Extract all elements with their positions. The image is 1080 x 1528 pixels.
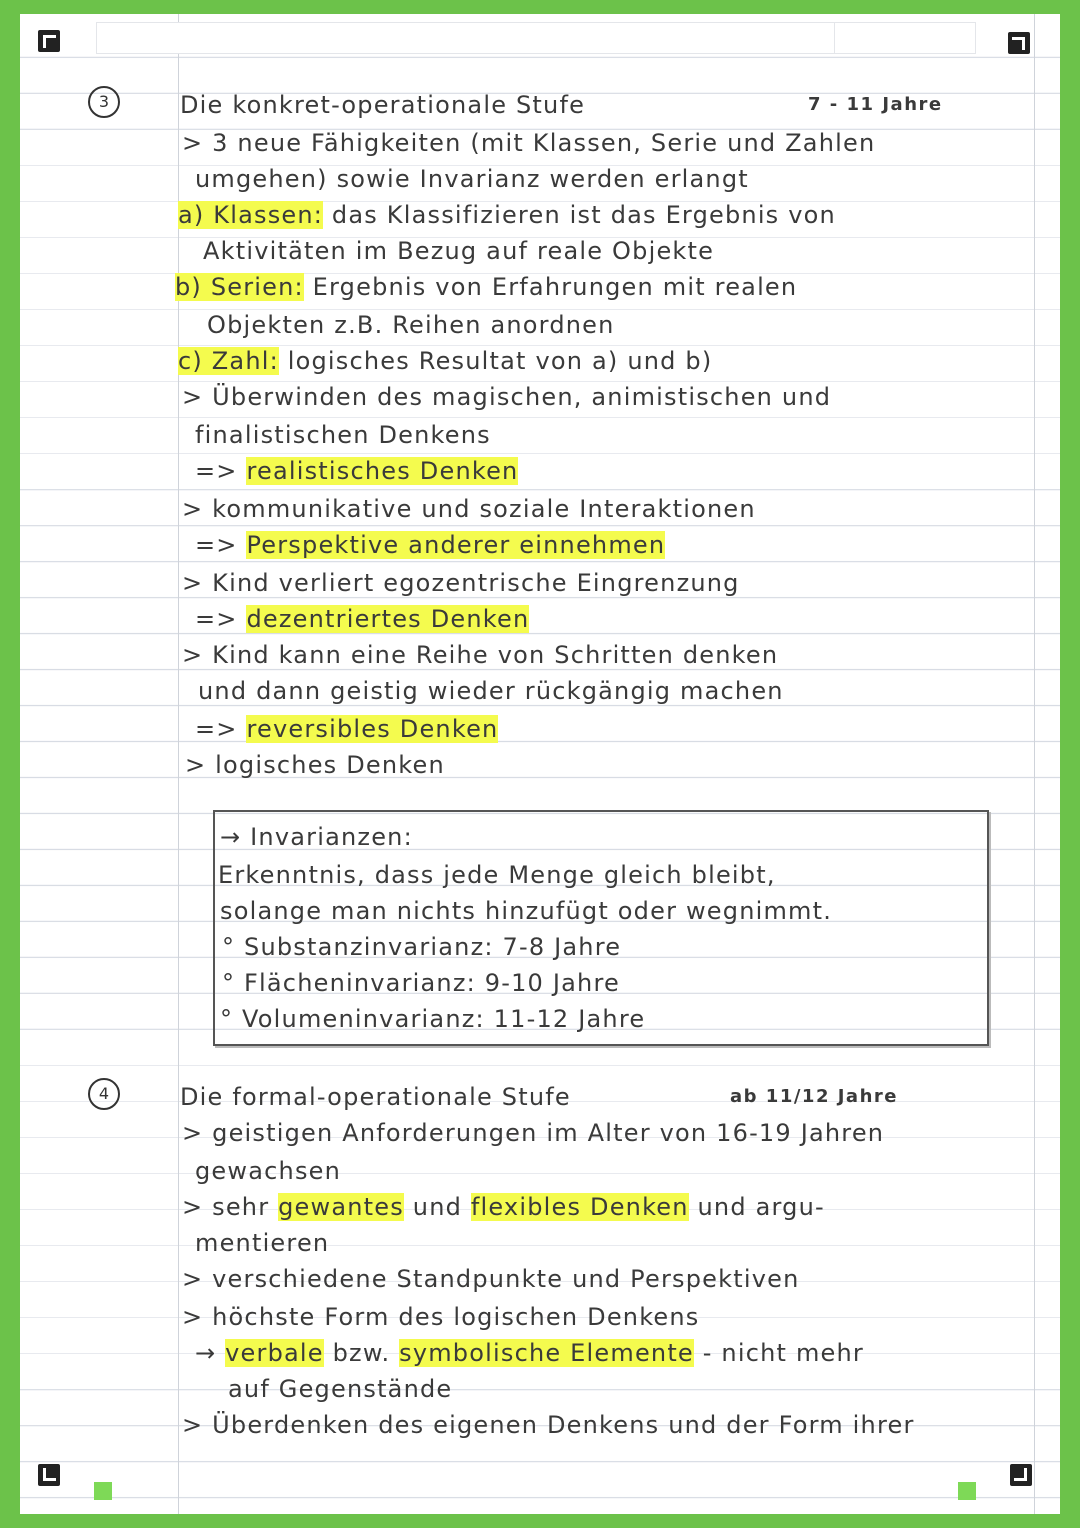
header-box <box>96 22 836 54</box>
section-number-3: 3 <box>88 86 120 118</box>
section-number-4: 4 <box>88 1078 120 1110</box>
note-line-flex: > sehr gewantes und flexibles Denken und argu- <box>182 1193 825 1221</box>
note-line: > logisches Denken <box>185 751 445 779</box>
invarianz-item: ° Flächeninvarianz: 9-10 Jahre <box>222 969 620 997</box>
note-line-result: => dezentriertes Denken <box>195 605 530 633</box>
note-line: > kommunikative und soziale Interaktionen <box>182 495 756 523</box>
header-box-right <box>834 22 976 54</box>
highlight: verbale <box>225 1339 324 1367</box>
section4-age: ab 11/12 Jahre <box>730 1086 898 1107</box>
corner-marker-top-right <box>1008 32 1030 54</box>
invarianz-text: solange man nichts hinzufügt oder wegnimmt. <box>220 897 833 925</box>
invarianz-item: ° Substanzinvarianz: 7-8 Jahre <box>222 933 622 961</box>
note-line: umgehen) sowie Invarianz werden erlangt <box>195 165 749 193</box>
margin-line-left <box>178 14 179 1514</box>
note-line: > verschiedene Standpunkte und Perspektiven <box>182 1265 800 1293</box>
highlight: symbolische Elemente <box>399 1339 694 1367</box>
note-line: finalistischen Denkens <box>195 421 491 449</box>
highlight: b) Serien: <box>175 273 304 301</box>
notebook-page <box>20 14 1060 1514</box>
corner-marker-top-left <box>38 30 60 52</box>
margin-line-right <box>1034 14 1035 1514</box>
highlight: Perspektive anderer einnehmen <box>246 531 666 559</box>
highlight: gewantes <box>278 1193 404 1221</box>
corner-marker-bottom-right <box>1010 1464 1032 1486</box>
section3-title: Die konkret-operationale Stufe <box>180 91 586 119</box>
highlight: dezentriertes Denken <box>246 605 530 633</box>
note-line: > Kind kann eine Reihe von Schritten denken <box>182 641 779 669</box>
note-line-result: => reversibles Denken <box>195 715 499 743</box>
note-line: > geistigen Anforderungen im Alter von 16-19 Jahren <box>182 1119 885 1147</box>
note-line-c: c) Zahl: logisches Resultat von a) und b) <box>178 347 713 375</box>
note-line: > 3 neue Fähigkeiten (mit Klassen, Serie und Zahlen <box>182 129 876 157</box>
note-line-a: a) Klassen: das Klassifizieren ist das Ergebnis von <box>178 201 836 229</box>
section3-age: 7 - 11 Jahre <box>808 94 943 115</box>
note-line: > Überdenken des eigenen Denkens und der Form ihrer <box>182 1411 915 1439</box>
highlight: reversibles Denken <box>246 715 499 743</box>
highlight: flexibles Denken <box>470 1193 689 1221</box>
note-line: Aktivitäten im Bezug auf reale Objekte <box>203 237 715 265</box>
note-line: und dann geistig wieder rückgängig machen <box>198 677 784 705</box>
note-line: auf Gegenstände <box>228 1375 453 1403</box>
note-line: Objekten z.B. Reihen anordnen <box>207 311 615 339</box>
corner-marker-bottom-left <box>38 1464 60 1486</box>
note-line-b: b) Serien: Ergebnis von Erfahrungen mit realen <box>175 273 798 301</box>
invarianz-item: ° Volumeninvarianz: 11-12 Jahre <box>220 1005 646 1033</box>
section4-title: Die formal-operationale Stufe <box>180 1083 571 1111</box>
note-line: > Kind verliert egozentrische Eingrenzung <box>182 569 740 597</box>
green-marker-right <box>958 1482 976 1500</box>
note-line: mentieren <box>195 1229 330 1257</box>
invarianz-text: Erkenntnis, dass jede Menge gleich bleibt, <box>218 861 776 889</box>
invarianz-title: → Invarianzen: <box>220 823 413 851</box>
note-line-result: => realistisches Denken <box>195 457 519 485</box>
note-line-symbolic: → verbale bzw. symbolische Elemente - nicht mehr <box>195 1339 864 1367</box>
highlight: a) Klassen: <box>178 201 324 229</box>
note-line: > Überwinden des magischen, animistischen und <box>182 383 832 411</box>
note-line: > höchste Form des logischen Denkens <box>182 1303 700 1331</box>
highlight: realistisches Denken <box>246 457 519 485</box>
note-line: gewachsen <box>195 1157 342 1185</box>
note-line-result: => Perspektive anderer einnehmen <box>195 531 666 559</box>
highlight: c) Zahl: <box>178 347 279 375</box>
green-marker-left <box>94 1482 112 1500</box>
